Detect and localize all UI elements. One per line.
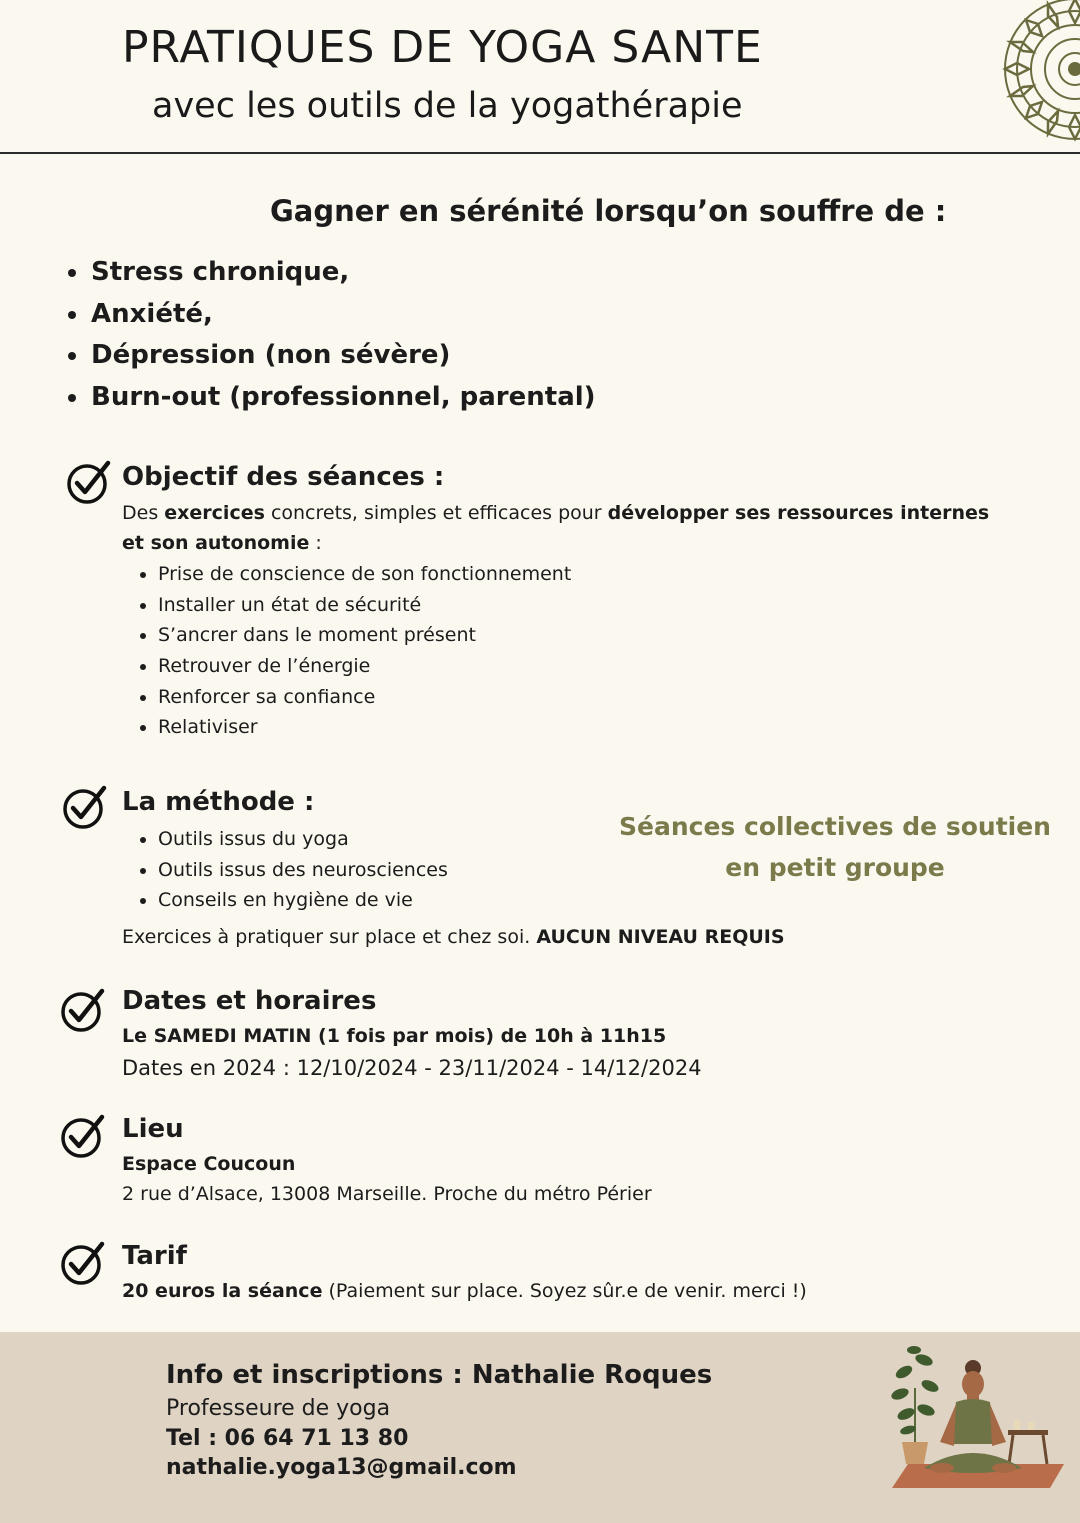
methode-note: Exercices à pratiquer sur place et chez soi. AUCUN NIVEAU REQUIS	[122, 926, 785, 948]
section-title: Objectif des séances :	[122, 462, 445, 492]
list-item: S’ancrer dans le moment présent	[138, 620, 571, 651]
list-item: Conseils en hygiène de vie	[138, 885, 448, 916]
mandala-icon	[990, 0, 1080, 154]
contact-email: nathalie.yoga13@gmail.com	[166, 1455, 517, 1480]
callout-text	[600, 806, 1070, 888]
list-item: Anxiété,	[66, 294, 596, 336]
list-item: Dépression (non sévère)	[66, 335, 596, 377]
callout-line2: en petit groupe	[725, 853, 945, 882]
objectif-intro-line1: Des exercices concrets, simples et efficaces pour développer ses ressources internes	[122, 502, 990, 524]
list-item: Renforcer sa confiance	[138, 682, 571, 713]
check-circle-icon	[60, 988, 106, 1034]
methode-list	[138, 824, 448, 916]
lieu-name: Espace Coucoun	[122, 1153, 296, 1175]
check-circle-icon	[60, 1241, 106, 1287]
contact-phone: Tel : 06 64 71 13 80	[166, 1426, 409, 1451]
dates-list: Dates en 2024 : 12/10/2024 - 23/11/2024 - 14/12/2024	[122, 1056, 702, 1080]
yoga-woman-illustration	[878, 1338, 1068, 1498]
list-item: Outils issus des neurosciences	[138, 855, 448, 886]
section-title: La méthode :	[122, 787, 315, 817]
intro-heading: Gagner en sérénité lorsqu’on souffre de :	[270, 194, 947, 228]
objectif-intro-line2: et son autonomie :	[122, 532, 322, 554]
contact-role: Professeure de yoga	[166, 1396, 391, 1421]
page-subtitle: avec les outils de la yogathérapie	[152, 86, 743, 126]
objectif-list	[138, 559, 571, 743]
list-item: Prise de conscience de son fonctionnement	[138, 559, 571, 590]
list-item: Retrouver de l’énergie	[138, 651, 571, 682]
check-circle-icon	[60, 1114, 106, 1160]
lieu-address: 2 rue d’Alsace, 13008 Marseille. Proche du métro Périer	[122, 1183, 652, 1205]
header-divider	[0, 152, 1080, 154]
tarif-text: 20 euros la séance (Paiement sur place. Soyez sûr.e de venir. merci !)	[122, 1280, 807, 1302]
list-item: Burn-out (professionnel, parental)	[66, 377, 596, 419]
conditions-list	[66, 252, 596, 418]
contact-heading: Info et inscriptions : Nathalie Roques	[166, 1360, 713, 1390]
header	[0, 0, 1080, 153]
list-item: Outils issus du yoga	[138, 824, 448, 855]
page-title: PRATIQUES DE YOGA SANTE	[122, 22, 763, 73]
list-item: Installer un état de sécurité	[138, 590, 571, 621]
section-title: Tarif	[122, 1241, 187, 1271]
contact-block	[166, 1360, 712, 1480]
check-circle-icon	[66, 460, 112, 506]
list-item: Relativiser	[138, 712, 571, 743]
section-title: Lieu	[122, 1114, 184, 1144]
check-circle-icon	[62, 785, 108, 831]
list-item: Stress chronique,	[66, 252, 596, 294]
dates-schedule: Le SAMEDI MATIN (1 fois par mois) de 10h à 11h15	[122, 1025, 667, 1047]
section-title: Dates et horaires	[122, 986, 377, 1016]
callout-line1: Séances collectives de soutien	[619, 812, 1051, 841]
